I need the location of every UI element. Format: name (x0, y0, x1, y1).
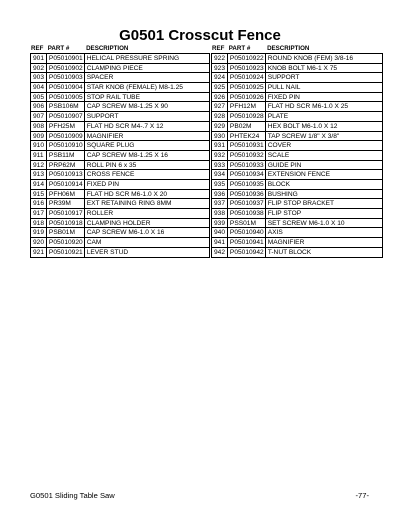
description-cell: EXTENSION FENCE (266, 170, 383, 179)
table-header (211, 44, 383, 53)
ref-cell: 923 (212, 64, 228, 73)
ref-cell: 911 (31, 151, 47, 160)
description-cell: FIXED PIN (266, 93, 383, 102)
description-cell: SUPPORT (266, 73, 383, 82)
table-row (212, 132, 383, 142)
part-number-cell: PRP62M (47, 161, 85, 170)
table-row (31, 170, 210, 180)
ref-cell: 914 (31, 180, 47, 189)
part-number-cell: P05010942 (228, 248, 266, 258)
ref-cell: 910 (31, 141, 47, 150)
part-number-cell: P05010940 (228, 228, 266, 237)
ref-cell: 924 (212, 73, 228, 82)
header-ref: REF (212, 45, 225, 52)
table-row (31, 228, 210, 238)
ref-cell: 916 (31, 199, 47, 208)
part-number-cell: PSS01M (228, 219, 266, 228)
header-ref: REF (31, 45, 44, 52)
ref-cell: 930 (212, 132, 228, 141)
ref-cell: 908 (31, 122, 47, 131)
ref-cell: 942 (212, 248, 228, 258)
table-row (212, 170, 383, 180)
part-number-cell: PFH12M (228, 102, 266, 111)
ref-cell: 902 (31, 64, 47, 73)
ref-cell: 937 (212, 199, 228, 208)
part-number-cell: P05010913 (47, 170, 85, 179)
table-row (212, 141, 383, 151)
ref-cell: 935 (212, 180, 228, 189)
ref-cell: 925 (212, 83, 228, 92)
description-cell: STAR KNOB (FEMALE) M8-1.25 (85, 83, 210, 92)
table-row (31, 141, 210, 151)
footer-manual-title: G0501 Sliding Table Saw (30, 491, 115, 500)
table-row (31, 112, 210, 122)
table-row (31, 209, 210, 219)
description-cell: KNOB BOLT M6-1 X 75 (266, 64, 383, 73)
description-cell: COVER (266, 141, 383, 150)
table-row (212, 248, 383, 258)
table-row (31, 73, 210, 83)
part-number-cell: P05010938 (228, 209, 266, 218)
description-cell: BLOCK (266, 180, 383, 189)
ref-cell: 901 (31, 54, 47, 63)
table-row (31, 102, 210, 112)
description-cell: AXIS (266, 228, 383, 237)
table-row (212, 122, 383, 132)
ref-cell: 915 (31, 190, 47, 199)
table-row (31, 54, 210, 64)
part-number-cell: P05010918 (47, 219, 85, 228)
ref-cell: 933 (212, 161, 228, 170)
table-body (211, 53, 383, 258)
footer-page-number: -77- (355, 491, 369, 500)
part-number-cell: P05010901 (47, 54, 85, 63)
table-body (30, 53, 210, 258)
ref-cell: 931 (212, 141, 228, 150)
description-cell: CLAMPING HOLDER (85, 219, 210, 228)
part-number-cell: P05010907 (47, 112, 85, 121)
description-cell: ROLLER (85, 209, 210, 218)
ref-cell: 913 (31, 170, 47, 179)
ref-cell: 905 (31, 93, 47, 102)
description-cell: PULL NAIL (266, 83, 383, 92)
table-row (31, 190, 210, 200)
description-cell: LEVER STUD (85, 248, 210, 258)
ref-cell: 919 (31, 228, 47, 237)
ref-cell: 927 (212, 102, 228, 111)
description-cell: SPACER (85, 73, 210, 82)
part-number-cell: PSB106M (47, 102, 85, 111)
ref-cell: 921 (31, 248, 47, 258)
page-title: G0501 Crosscut Fence (119, 27, 281, 44)
description-cell: CAP SCREW M8-1.25 X 16 (85, 151, 210, 160)
table-row (31, 83, 210, 93)
table-row (212, 54, 383, 64)
part-number-cell: P05010922 (228, 54, 266, 63)
part-number-cell: P05010928 (228, 112, 266, 121)
table-row (212, 112, 383, 122)
ref-cell: 907 (31, 112, 47, 121)
table-row (212, 83, 383, 93)
description-cell: SET SCREW M6-1.0 X 10 (266, 219, 383, 228)
description-cell: SCALE (266, 151, 383, 160)
part-number-cell: PSB11M (47, 151, 85, 160)
table-row (31, 132, 210, 142)
description-cell: EXT RETAINING RING 8MM (85, 199, 210, 208)
description-cell: PLATE (266, 112, 383, 121)
part-number-cell: P05010932 (228, 151, 266, 160)
table-row (31, 219, 210, 229)
ref-cell: 917 (31, 209, 47, 218)
table-row (212, 228, 383, 238)
ref-cell: 904 (31, 83, 47, 92)
table-row (212, 93, 383, 103)
description-cell: FLIP STOP (266, 209, 383, 218)
part-number-cell: P05010937 (228, 199, 266, 208)
description-cell: CAM (85, 238, 210, 247)
ref-cell: 934 (212, 170, 228, 179)
ref-cell: 929 (212, 122, 228, 131)
table-row (31, 122, 210, 132)
header-description: DESCRIPTION (267, 45, 310, 52)
table-row (212, 180, 383, 190)
description-cell: FLAT HD SCR M6-1.0 X 25 (266, 102, 383, 111)
table-row (212, 219, 383, 229)
ref-cell: 932 (212, 151, 228, 160)
table-row (212, 238, 383, 248)
description-cell: HEX BOLT M6-1.0 X 12 (266, 122, 383, 131)
table-row (212, 190, 383, 200)
table-row (31, 64, 210, 74)
part-number-cell: PFH06M (47, 190, 85, 199)
table-row (212, 73, 383, 83)
ref-cell: 912 (31, 161, 47, 170)
part-number-cell: PSB01M (47, 228, 85, 237)
part-number-cell: P05010931 (228, 141, 266, 150)
part-number-cell: P05010935 (228, 180, 266, 189)
description-cell: SUPPORT (85, 112, 210, 121)
part-number-cell: P05010936 (228, 190, 266, 199)
description-cell: CROSS FENCE (85, 170, 210, 179)
ref-cell: 936 (212, 190, 228, 199)
table-row (31, 238, 210, 248)
ref-cell: 938 (212, 209, 228, 218)
parts-table-left (30, 44, 210, 258)
part-number-cell: P05010941 (228, 238, 266, 247)
parts-table-right (211, 44, 383, 258)
header-part: PART # (47, 45, 70, 52)
description-cell: CAP SCREW M6-1.0 X 16 (85, 228, 210, 237)
ref-cell: 906 (31, 102, 47, 111)
description-cell: FLAT HD SCR M6-1.0 X 20 (85, 190, 210, 199)
part-number-cell: P05010934 (228, 170, 266, 179)
table-row (31, 248, 210, 258)
ref-cell: 922 (212, 54, 228, 63)
part-number-cell: P05010925 (228, 83, 266, 92)
ref-cell: 928 (212, 112, 228, 121)
ref-cell: 918 (31, 219, 47, 228)
description-cell: FLAT HD SCR M4-.7 X 12 (85, 122, 210, 131)
header-description: DESCRIPTION (86, 45, 129, 52)
part-number-cell: PFH25M (47, 122, 85, 131)
table-row (31, 93, 210, 103)
table-row (212, 209, 383, 219)
ref-cell: 941 (212, 238, 228, 247)
description-cell: MAGNIFIER (266, 238, 383, 247)
table-header (30, 44, 210, 53)
description-cell: BUSHING (266, 190, 383, 199)
description-cell: T-NUT BLOCK (266, 248, 383, 258)
table-row (31, 151, 210, 161)
description-cell: STOP RAIL TUBE (85, 93, 210, 102)
description-cell: CLAMPING PIECE (85, 64, 210, 73)
table-row (31, 161, 210, 171)
ref-cell: 939 (212, 219, 228, 228)
table-row (212, 102, 383, 112)
description-cell: FLIP STOP BRACKET (266, 199, 383, 208)
header-part: PART # (228, 45, 251, 52)
part-number-cell: P05010905 (47, 93, 85, 102)
table-row (212, 64, 383, 74)
part-number-cell: P05010923 (228, 64, 266, 73)
description-cell: GUIDE PIN (266, 161, 383, 170)
part-number-cell: P05010914 (47, 180, 85, 189)
description-cell: HELICAL PRESSURE SPRING (85, 54, 210, 63)
description-cell: MAGNIFIER (85, 132, 210, 141)
ref-cell: 909 (31, 132, 47, 141)
table-row (212, 199, 383, 209)
part-number-cell: PR39M (47, 199, 85, 208)
part-number-cell: P05010924 (228, 73, 266, 82)
part-number-cell: P05010909 (47, 132, 85, 141)
ref-cell: 926 (212, 93, 228, 102)
ref-cell: 903 (31, 73, 47, 82)
table-row (31, 199, 210, 209)
part-number-cell: P05010926 (228, 93, 266, 102)
part-number-cell: P05010921 (47, 248, 85, 258)
part-number-cell: P05010910 (47, 141, 85, 150)
description-cell: ROLL PIN 6 x 35 (85, 161, 210, 170)
part-number-cell: P05010920 (47, 238, 85, 247)
table-row (212, 151, 383, 161)
description-cell: TAP SCREW 1/8" X 3/8" (266, 132, 383, 141)
part-number-cell: PB02M (228, 122, 266, 131)
part-number-cell: P05010917 (47, 209, 85, 218)
description-cell: CAP SCREW M8-1.25 X 90 (85, 102, 210, 111)
part-number-cell: P05010933 (228, 161, 266, 170)
part-number-cell: PHTEK24 (228, 132, 266, 141)
description-cell: ROUND KNOB (FEM) 3/8-16 (266, 54, 383, 63)
table-row (212, 161, 383, 171)
part-number-cell: P05010903 (47, 73, 85, 82)
description-cell: SQUARE PLUG (85, 141, 210, 150)
ref-cell: 940 (212, 228, 228, 237)
part-number-cell: P05010904 (47, 83, 85, 92)
part-number-cell: P05010902 (47, 64, 85, 73)
ref-cell: 920 (31, 238, 47, 247)
table-row (31, 180, 210, 190)
description-cell: FIXED PIN (85, 180, 210, 189)
